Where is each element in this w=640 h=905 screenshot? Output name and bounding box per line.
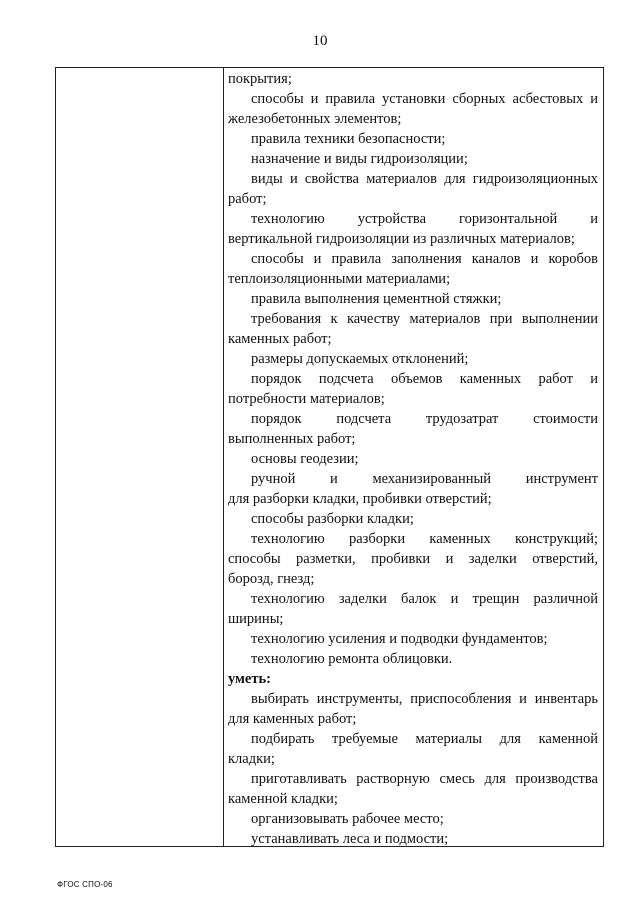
text-line: размеры допускаемых отклонений; — [251, 351, 469, 367]
text-line: ширины; — [228, 611, 284, 627]
text-line: теплоизоляционными материалами; — [228, 271, 451, 287]
text-line: требования к качеству материалов при выполнении — [251, 311, 598, 327]
text-line: способы и правила установки сборных асбестовых и — [251, 91, 598, 107]
text-line: приготавливать растворную смесь для производства — [251, 771, 598, 787]
text-line: технологию усиления и подводки фундаментов; — [251, 631, 548, 647]
text-line: правила выполнения цементной стяжки; — [251, 291, 502, 307]
text-line: покрытия; — [228, 71, 292, 87]
text-line: способы и правила заполнения каналов и коробов — [251, 251, 598, 267]
text-line: железобетонных элементов; — [228, 111, 402, 127]
text-line: кладки; — [228, 751, 275, 767]
table-right-column — [228, 69, 598, 849]
text-line: выбирать инструменты, приспособления и инвентарь — [251, 691, 598, 707]
text-line: потребности материалов; — [228, 391, 385, 407]
text-line: технологию заделки балок и трещин различной — [251, 591, 598, 607]
text-line: вертикальной гидроизоляции из различных материалов; — [228, 231, 575, 247]
text-line: каменной кладки; — [228, 791, 338, 807]
text-line: для разборки кладки, пробивки отверстий; — [228, 491, 492, 507]
document-code: ФГОС СПО-06 — [57, 880, 113, 889]
page-number: 10 — [312, 33, 328, 49]
table-left-column — [56, 68, 224, 846]
text-line: технологию ремонта облицовки. — [251, 651, 453, 667]
text-line: для каменных работ; — [228, 711, 357, 727]
text-line: назначение и виды гидроизоляции; — [251, 151, 468, 167]
text-line: борозд, гнезд; — [228, 571, 315, 587]
text-line: способы разметки, пробивки и заделки отверстий, — [228, 551, 598, 567]
text-line: порядок подсчета трудозатрат стоимости — [251, 411, 598, 427]
content-table — [55, 67, 604, 847]
text-line: правила техники безопасности; — [251, 131, 446, 147]
text-line: способы разборки кладки; — [251, 511, 414, 527]
text-line: ручной и механизированный инструмент — [251, 471, 598, 487]
text-line: технологию разборки каменных конструкций; — [251, 531, 598, 547]
text-line: работ; — [228, 191, 267, 207]
text-line: основы геодезии; — [251, 451, 359, 467]
section-heading: уметь: — [228, 671, 271, 687]
text-line: устанавливать леса и подмости; — [251, 831, 449, 847]
text-line: каменных работ; — [228, 331, 332, 347]
text-line: виды и свойства материалов для гидроизоляционных — [251, 171, 598, 187]
text-line: выполненных работ; — [228, 431, 356, 447]
text-line: порядок подсчета объемов каменных работ и — [251, 371, 598, 387]
text-line: подбирать требуемые материалы для каменной — [251, 731, 598, 747]
text-line: технологию устройства горизонтальной и — [251, 211, 598, 227]
text-line: организовывать рабочее место; — [251, 811, 444, 827]
